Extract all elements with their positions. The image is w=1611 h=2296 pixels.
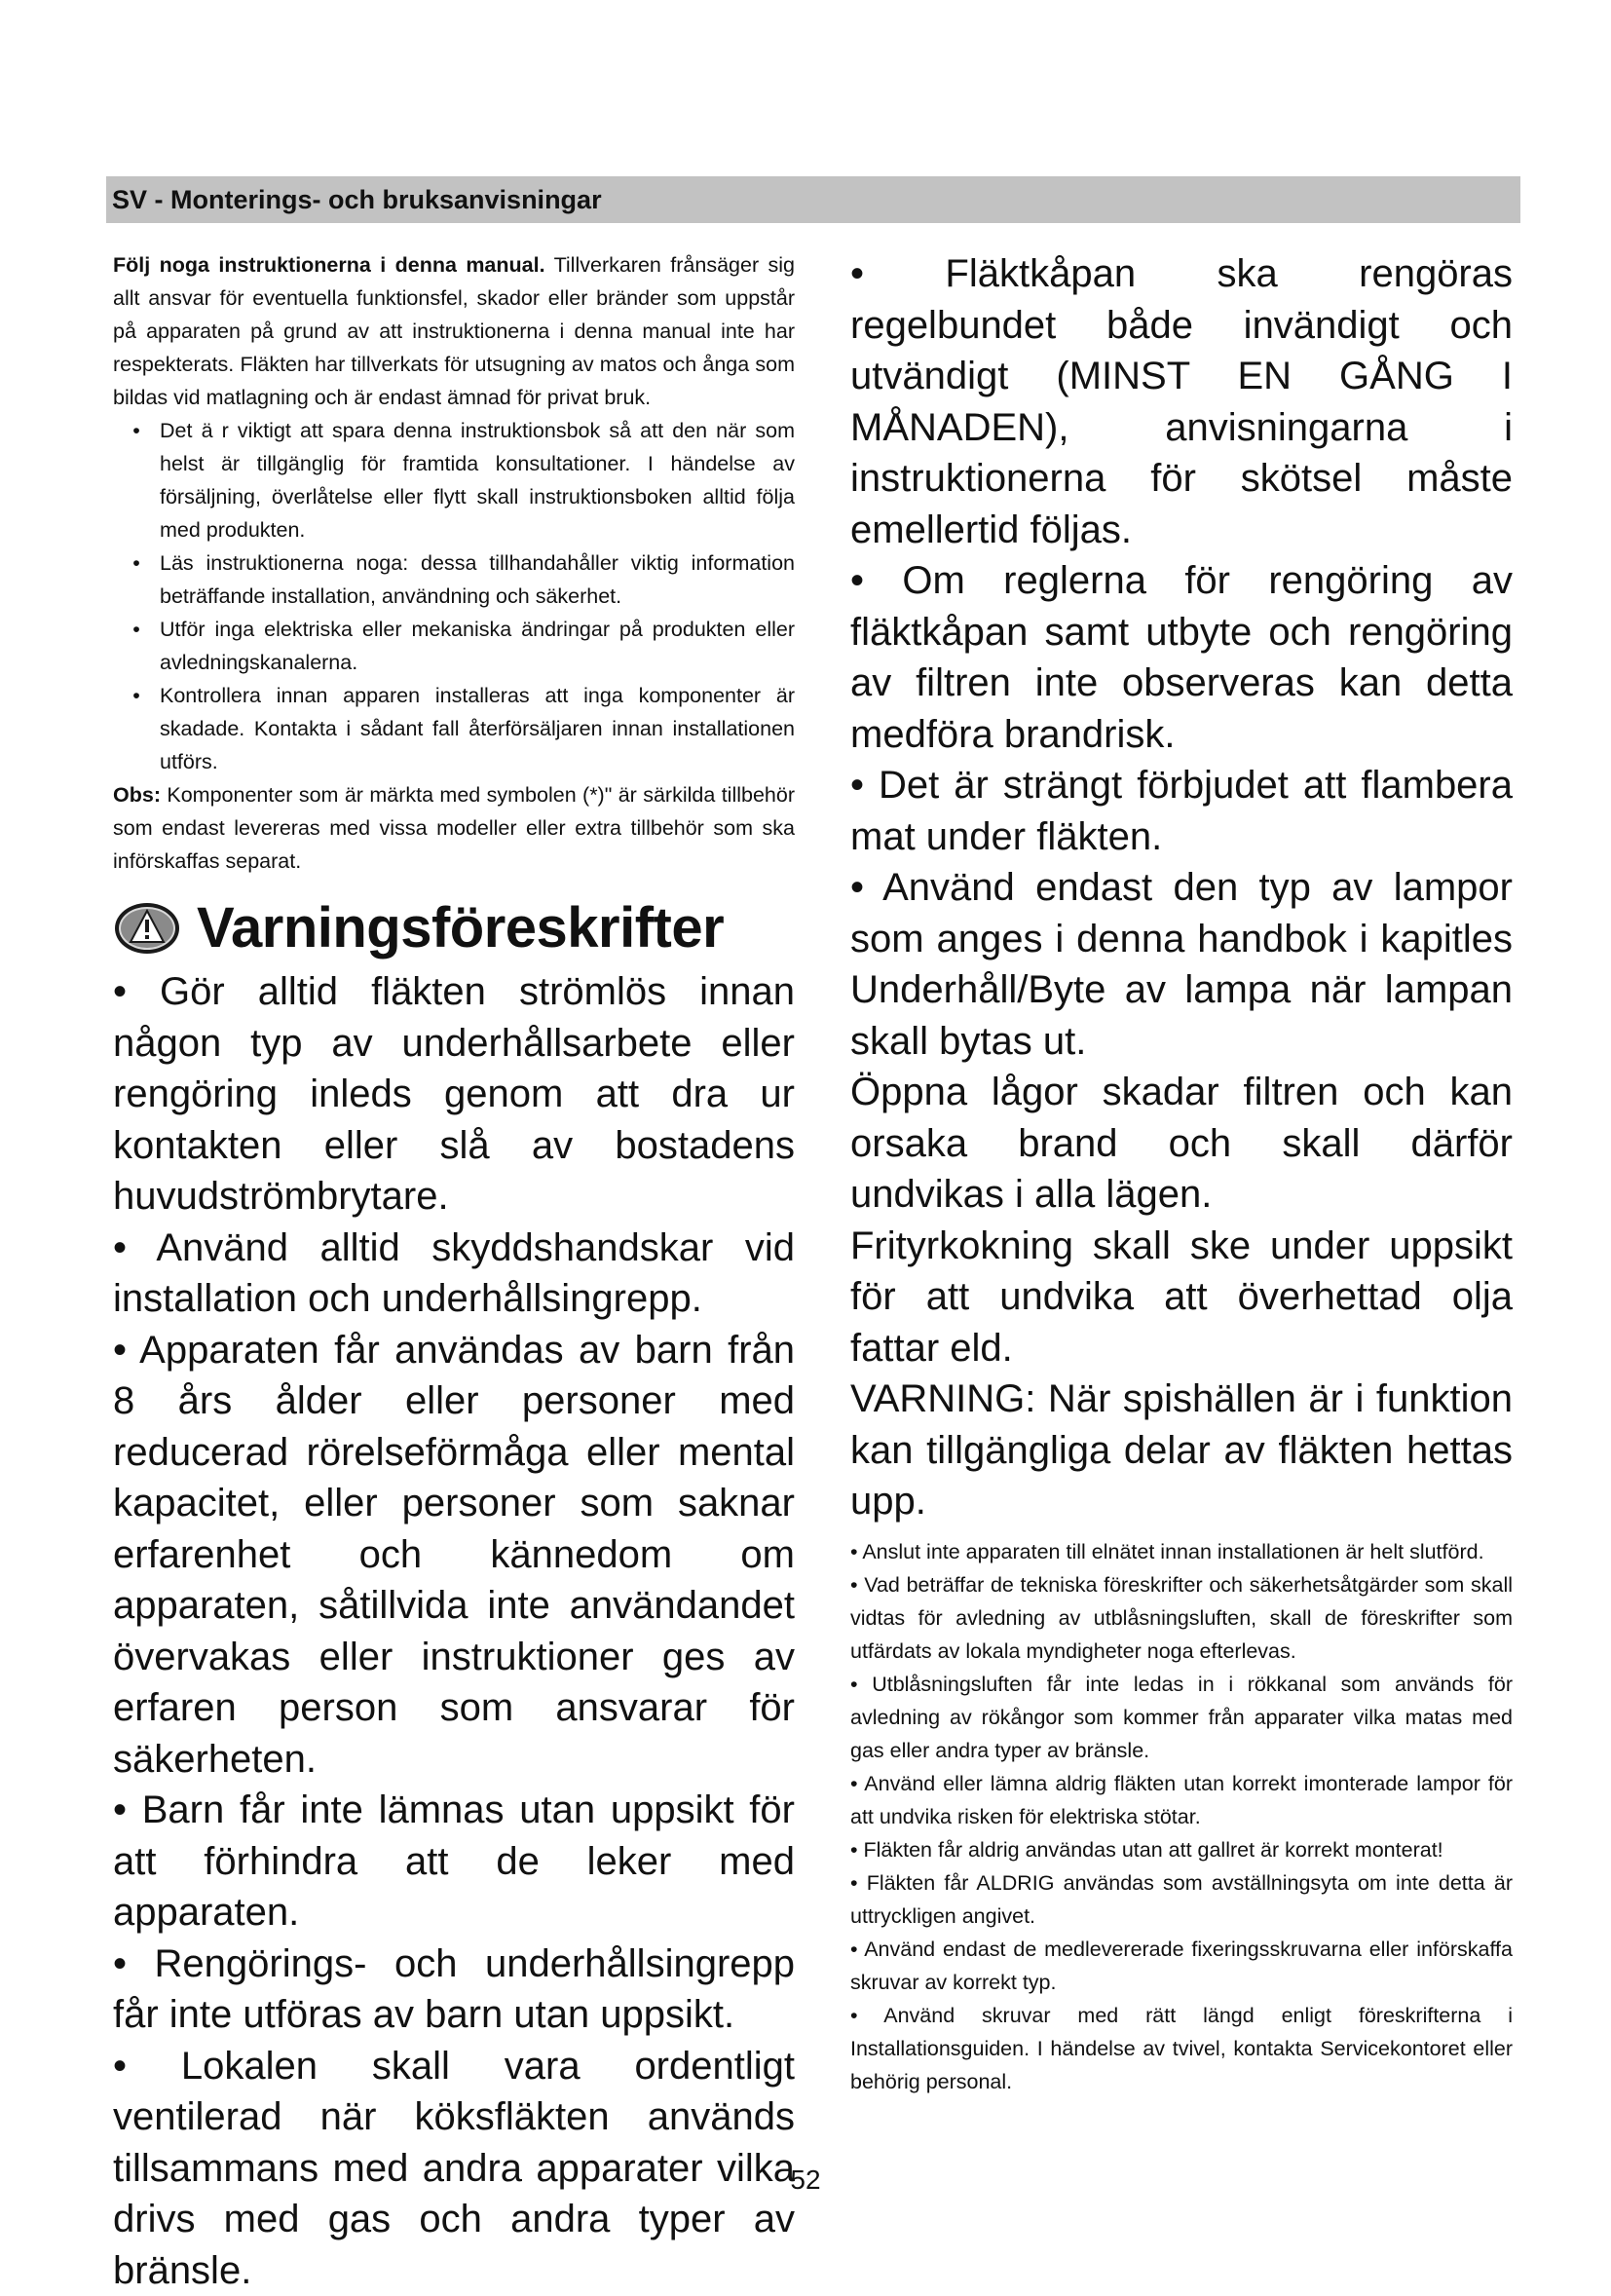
warning-item: • Rengörings- och underhållsingrepp får inte utföras av barn utan uppsikt.	[113, 1938, 795, 2041]
intro-bullet-item: • Läs instruktionerna noga: dessa tillhandahåller viktig information beträffande installation, användning och säkerhet.	[113, 546, 795, 613]
left-column	[113, 248, 795, 2296]
warning-item: • Använd endast den typ av lampor som anges i denna handbok i kapitles Underhåll/Byte av lampa när lampan skall bytas ut.	[850, 862, 1513, 1067]
intro-text: Tillverkaren frånsäger sig allt ansvar för eventuella funktionsfel, skador eller bränder som uppstår på apparaten på grund av att instruktionerna i denna manual inte har respekterats. Fläkten har tillverkats för utsugning av matos och ånga som bildas vid matlagning och är endast ämnad för privat bruk.	[113, 253, 795, 409]
section-header-title: SV - Monterings- och bruksanvisningar	[112, 185, 602, 215]
installation-note: • Använd endast de medlevererade fixeringsskruvarna eller införskaffa skruvar av korrekt typ.	[850, 1933, 1513, 1999]
installation-note: • Utblåsningsluften får inte ledas in i rökkanal som används för avledning av rökångor som kommer från apparater vilka matas med gas eller andra typer av bränsle.	[850, 1668, 1513, 1767]
obs-note	[113, 778, 795, 878]
intro-bullet-list	[113, 414, 795, 778]
warning-item: • Det är strängt förbjudet att flambera mat under fläkten.	[850, 760, 1513, 862]
installation-note: • Vad beträffar de tekniska föreskrifter och säkerhetsåtgärder som skall vidtas för avledning av utblåsningsluften, skall de föreskrifter som utfärdats av lokala myndigheter noga efterlevas.	[850, 1568, 1513, 1668]
installation-notes-list	[850, 1535, 1513, 2098]
intro-bullet-item: • Utför inga elektriska eller mekaniska ändringar på produkten eller avledningskanalerna.	[113, 613, 795, 679]
obs-text: Komponenter som är märkta med symbolen (*)" är särkilda tillbehör som endast levereras med vissa modeller eller extra tillbehör som ska införskaffas separat.	[113, 783, 795, 873]
warning-item: • Lokalen skall vara ordentligt ventilerad när köksfläkten används tillsammans med andra apparater vilka drivs med gas och andra typer av bränsle.	[113, 2041, 795, 2296]
warning-icon	[113, 901, 181, 956]
installation-note: • Fläkten får ALDRIG användas som avställningsyta om inte detta är uttryckligen angivet.	[850, 1866, 1513, 1933]
warning-item: VARNING: När spishällen är i funktion kan tillgängliga delar av fläkten hettas upp.	[850, 1374, 1513, 1527]
warning-item: Öppna lågor skadar filtren och kan orsaka brand och skall därför undvikas i alla lägen.	[850, 1067, 1513, 1221]
intro-paragraph	[113, 248, 795, 414]
installation-note: • Fläkten får aldrig användas utan att gallret är korrekt monterat!	[850, 1833, 1513, 1866]
obs-label: Obs:	[113, 783, 161, 807]
intro-lead: Följ noga instruktionerna i denna manual.	[113, 253, 545, 277]
installation-note: • Använd eller lämna aldrig fläkten utan korrekt imonterade lampor för att undvika risken för elektriska stötar.	[850, 1767, 1513, 1833]
warning-item: • Gör alltid fläkten strömlös innan någon typ av underhållsarbete eller rengöring inleds genom att dra ur kontakten eller slå av bostadens huvudströmbrytare.	[113, 966, 795, 1223]
warning-item: • Använd alltid skyddshandskar vid installation och underhållsingrepp.	[113, 1223, 795, 1325]
intro-bullet-item: • Kontrollera innan apparen installeras att inga komponenter är skadade. Kontakta i sådant fall återförsäljaren innan installationen utförs.	[113, 679, 795, 778]
section-header	[106, 176, 1520, 223]
warning-item: Frityrkokning skall ske under uppsikt för att undvika att överhettad olja fattar eld.	[850, 1221, 1513, 1374]
intro-bullet-item: • Det ä r viktigt att spara denna instruktionsbok så att den när som helst är tillgänglig för framtida konsultationer. I händelse av försäljning, överlåtelse eller flytt skall instruktionsboken alltid följa med produkten.	[113, 414, 795, 546]
warnings-title: Varningsföreskrifter	[197, 895, 724, 960]
installation-note: • Anslut inte apparaten till elnätet innan installationen är helt slutförd.	[850, 1535, 1513, 1568]
warnings-heading	[113, 895, 795, 960]
warnings-list-right	[850, 248, 1513, 1527]
warning-item: • Fläktkåpan ska rengöras regelbundet både invändigt och utvändigt (MINST EN GÅNG I MÅNADEN), anvisningarna i instruktionerna för skötsel måste emellertid följas.	[850, 248, 1513, 555]
right-column	[850, 248, 1513, 2098]
installation-note: • Använd skruvar med rätt längd enligt föreskrifterna i Installationsguiden. I händelse av tvivel, kontakta Servicekontoret eller behörig personal.	[850, 1999, 1513, 2098]
page-number: 52	[0, 2164, 1611, 2196]
warnings-list-left	[113, 966, 795, 2296]
warning-item: • Apparaten får användas av barn från 8 års ålder eller personer med reducerad rörelseförmåga eller mental kapacitet, eller personer som saknar erfarenhet och kännedom om apparaten, såtillvida inte användandet övervakas eller instruktioner ges av erfaren person som ansvarar för säkerheten.	[113, 1325, 795, 1786]
warning-item: • Om reglerna för rengöring av fläktkåpan samt utbyte och rengöring av filtren inte observeras kan detta medföra brandrisk.	[850, 555, 1513, 760]
warning-item: • Barn får inte lämnas utan uppsikt för att förhindra att de leker med apparaten.	[113, 1785, 795, 1938]
